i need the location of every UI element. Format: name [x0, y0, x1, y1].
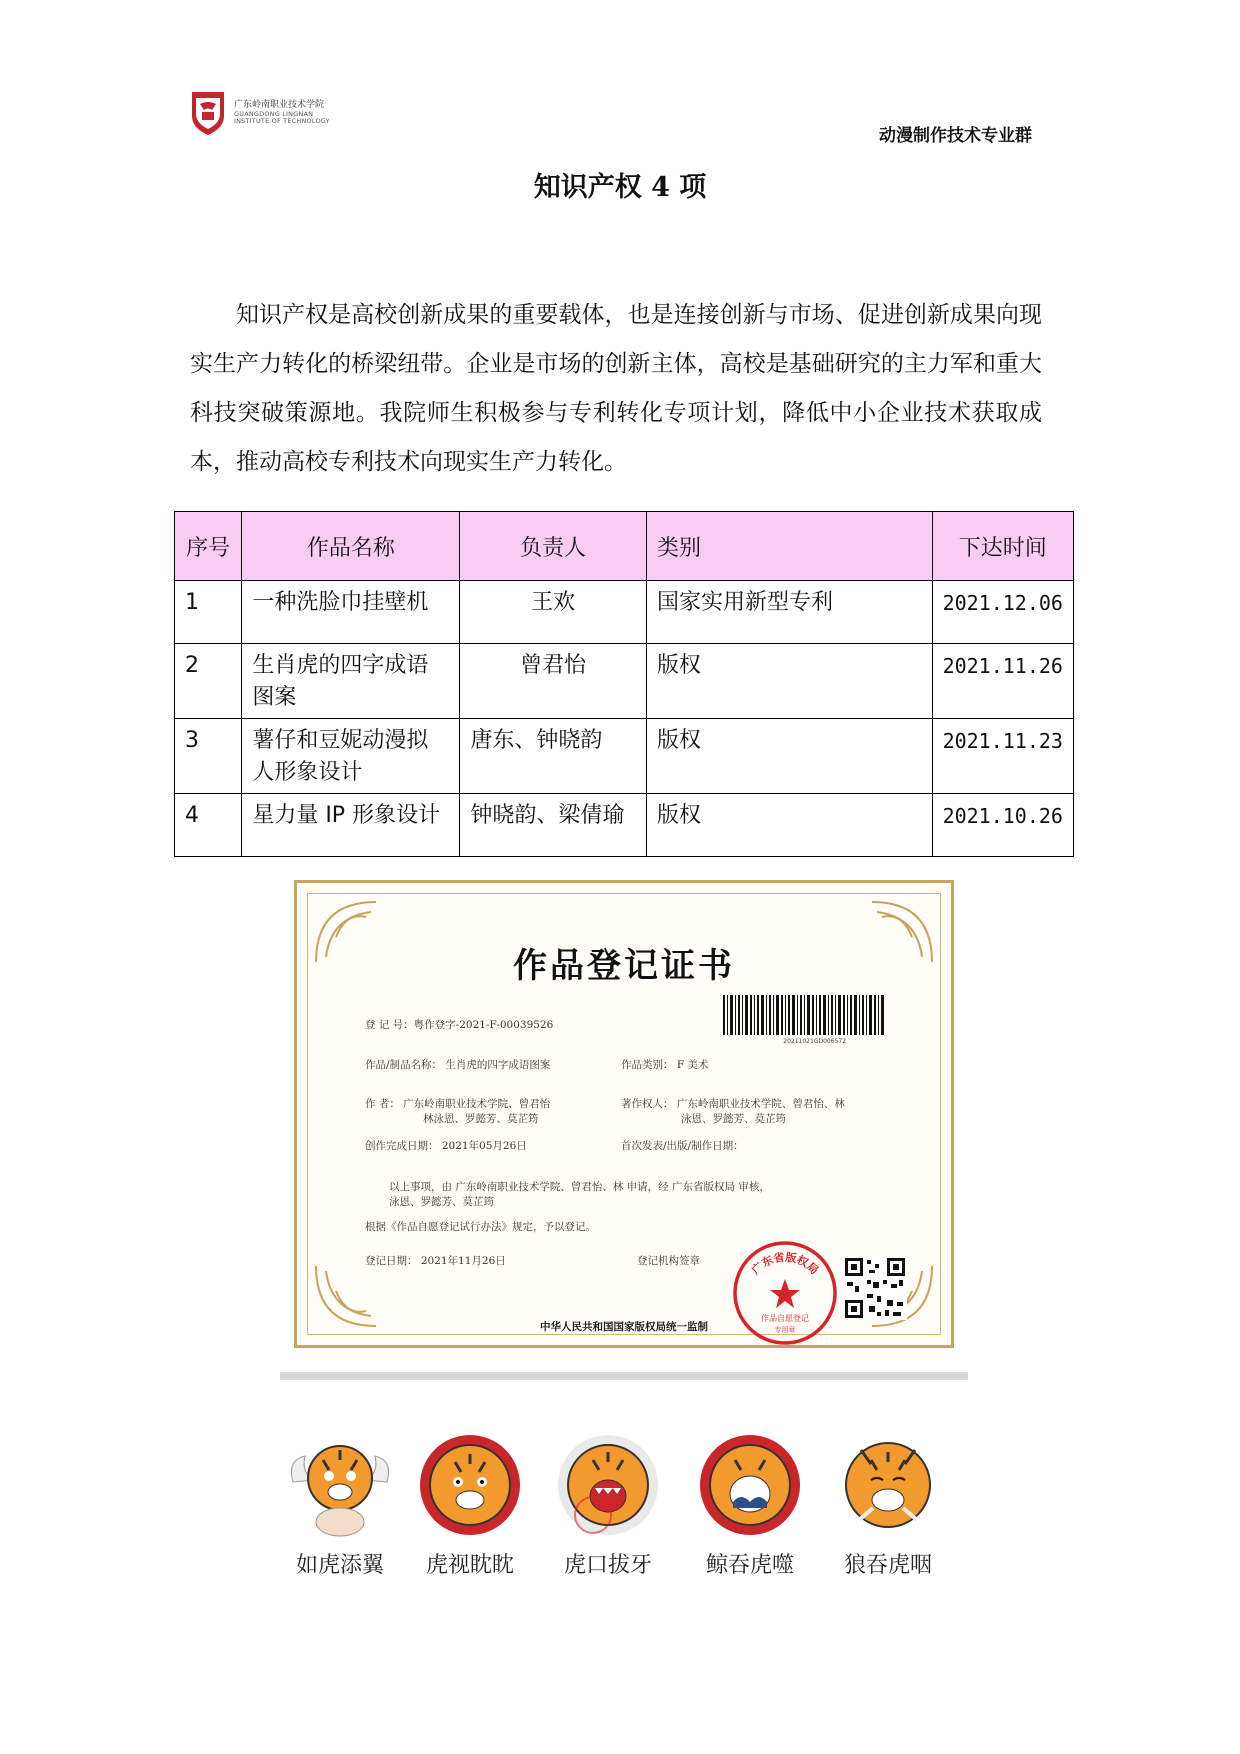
publication-date-line: 首次发表/出版/制作日期： — [621, 1140, 744, 1152]
certificate-footer: 中华人民共和国国家版权局统一监制 — [540, 1321, 708, 1333]
cell-date: 2021.11.23 — [932, 719, 1073, 794]
tiger-label-1: 如虎添翼 — [295, 1553, 384, 1578]
tiger-whale-icon — [695, 1430, 805, 1540]
cell-category: 版权 — [647, 794, 933, 857]
cell-work-name: 生肖虎的四字成语图案 — [242, 644, 460, 719]
tiger-label-3: 虎口拔牙 — [563, 1553, 652, 1578]
barcode-number: 20211021GD006572 — [783, 1038, 846, 1045]
tiger-roaring-icon — [553, 1430, 663, 1540]
cell-person: 曾君怡 — [460, 644, 647, 719]
seal-top-text: 广东省版权局 — [749, 1250, 821, 1278]
registration-number: 登 记 号：粤作登字-2021-F-00039526 — [365, 1019, 554, 1031]
tiger-eating-icon — [833, 1430, 943, 1540]
cell-number: 1 — [175, 581, 242, 644]
school-emblem-icon — [190, 90, 226, 136]
cell-work-name: 星力量 IP 形象设计 — [242, 794, 460, 857]
ip-table — [174, 511, 1074, 857]
cell-work-name: 一种洗脸巾挂壁机 — [242, 581, 460, 644]
cell-date: 2021.12.06 — [932, 581, 1073, 644]
seal-bottom-text-2: 专用章 — [774, 1326, 796, 1334]
tiger-label-5: 狼吞虎咽 — [843, 1553, 932, 1578]
header-date: 下达时间 — [932, 512, 1073, 581]
tiger-design-3 — [548, 1430, 668, 1579]
author-line-2: 林泳恩、罗懿芳、莫芷筠 — [423, 1113, 539, 1125]
tiger-label-4: 鲸吞虎噬 — [705, 1553, 794, 1578]
qr-code-icon — [843, 1256, 907, 1320]
logo-chinese-name: 广东岭南职业技术学院 — [234, 100, 325, 111]
table-header-row — [175, 512, 1074, 581]
header-category: 类别 — [647, 512, 933, 581]
certificate-title: 作品登记证书 — [513, 946, 735, 986]
page-title: 知识产权 4 项 — [533, 172, 707, 203]
cell-category: 国家实用新型专利 — [647, 581, 933, 644]
barcode-icon — [723, 995, 885, 1035]
completion-date-line: 创作完成日期： 2021年05月26日 — [365, 1140, 527, 1152]
tiger-label-2: 虎视眈眈 — [425, 1553, 514, 1578]
tiger-with-wings-icon — [285, 1430, 395, 1540]
logo-english-name-2: INSTITUTE OF TECHNOLOGY — [234, 117, 330, 126]
program-group-label: 动漫制作技术专业群 — [879, 126, 1032, 146]
table-row — [175, 581, 1074, 644]
seal-bottom-text-1: 作品自愿登记 — [761, 1314, 809, 1323]
certificate-shadow — [280, 1372, 968, 1380]
header-person: 负责人 — [460, 512, 647, 581]
cell-date: 2021.10.26 — [932, 794, 1073, 857]
cell-number: 2 — [175, 644, 242, 719]
owner-line-1: 著作权人： 广东岭南职业技术学院、曾君怡、林 — [621, 1098, 845, 1110]
tiger-design-2 — [410, 1430, 530, 1579]
table-row — [175, 719, 1074, 794]
registration-date-line: 登记日期： 2021年11月26日 — [365, 1255, 506, 1267]
table-row — [175, 794, 1074, 857]
owner-line-2: 泳恩、罗懿芳、莫芷筠 — [681, 1113, 786, 1125]
header-work-name: 作品名称 — [242, 512, 460, 581]
tiger-design-strip — [280, 1385, 968, 1615]
logo-english-name-1: GUANGDONG LINGNAN — [234, 109, 314, 118]
statement-line-2: 泳恩、罗懿芳、莫芷筠 — [389, 1196, 494, 1208]
author-line-1: 作 者： 广东岭南职业技术学院、曾君怡 — [365, 1098, 551, 1110]
cell-person: 王欢 — [460, 581, 647, 644]
tiger-badge-icon — [415, 1430, 525, 1540]
work-type-line: 作品类别： F 美术 — [621, 1059, 709, 1071]
authority-signature-label: 登记机构签章 — [637, 1255, 700, 1267]
svg-text:广东省版权局 — [748, 1250, 820, 1277]
cell-date: 2021.11.26 — [932, 644, 1073, 719]
cell-number: 4 — [175, 794, 242, 857]
cell-person: 钟晓韵、梁倩瑜 — [460, 794, 647, 857]
intro-paragraph: 知识产权是高校创新成果的重要载体，也是连接创新与市场、促进创新成果向现实生产力转化的桥梁纽带。企业是市场的创新主体，高校是基础研究的主力军和重大科技突破策源地。我院师生积极参与专利转化专项计划，降低中小企业技术获取成本，推动高校专利技术向现实生产力转化。 — [190, 302, 1042, 475]
cell-work-name: 薯仔和豆妮动漫拟人形象设计 — [242, 719, 460, 794]
copyright-certificate-image — [294, 880, 954, 1348]
table-row — [175, 644, 1074, 719]
tiger-design-5 — [828, 1430, 948, 1579]
cell-person: 唐东、钟晓韵 — [460, 719, 647, 794]
header-number: 序号 — [175, 512, 242, 581]
basis-line: 根据《作品自愿登记试行办法》规定，予以登记。 — [365, 1221, 596, 1233]
cell-number: 3 — [175, 719, 242, 794]
work-name-line: 作品/制品名称： 生肖虎的四字成语图案 — [365, 1059, 551, 1071]
cell-category: 版权 — [647, 719, 933, 794]
cell-category: 版权 — [647, 644, 933, 719]
school-logo — [190, 90, 330, 136]
statement-line-1: 以上事项，由 广东岭南职业技术学院、曾君怡、林 申请，经 广东省版权局 审核， — [389, 1181, 770, 1193]
tiger-design-4 — [690, 1430, 810, 1579]
tiger-design-1 — [280, 1430, 400, 1579]
